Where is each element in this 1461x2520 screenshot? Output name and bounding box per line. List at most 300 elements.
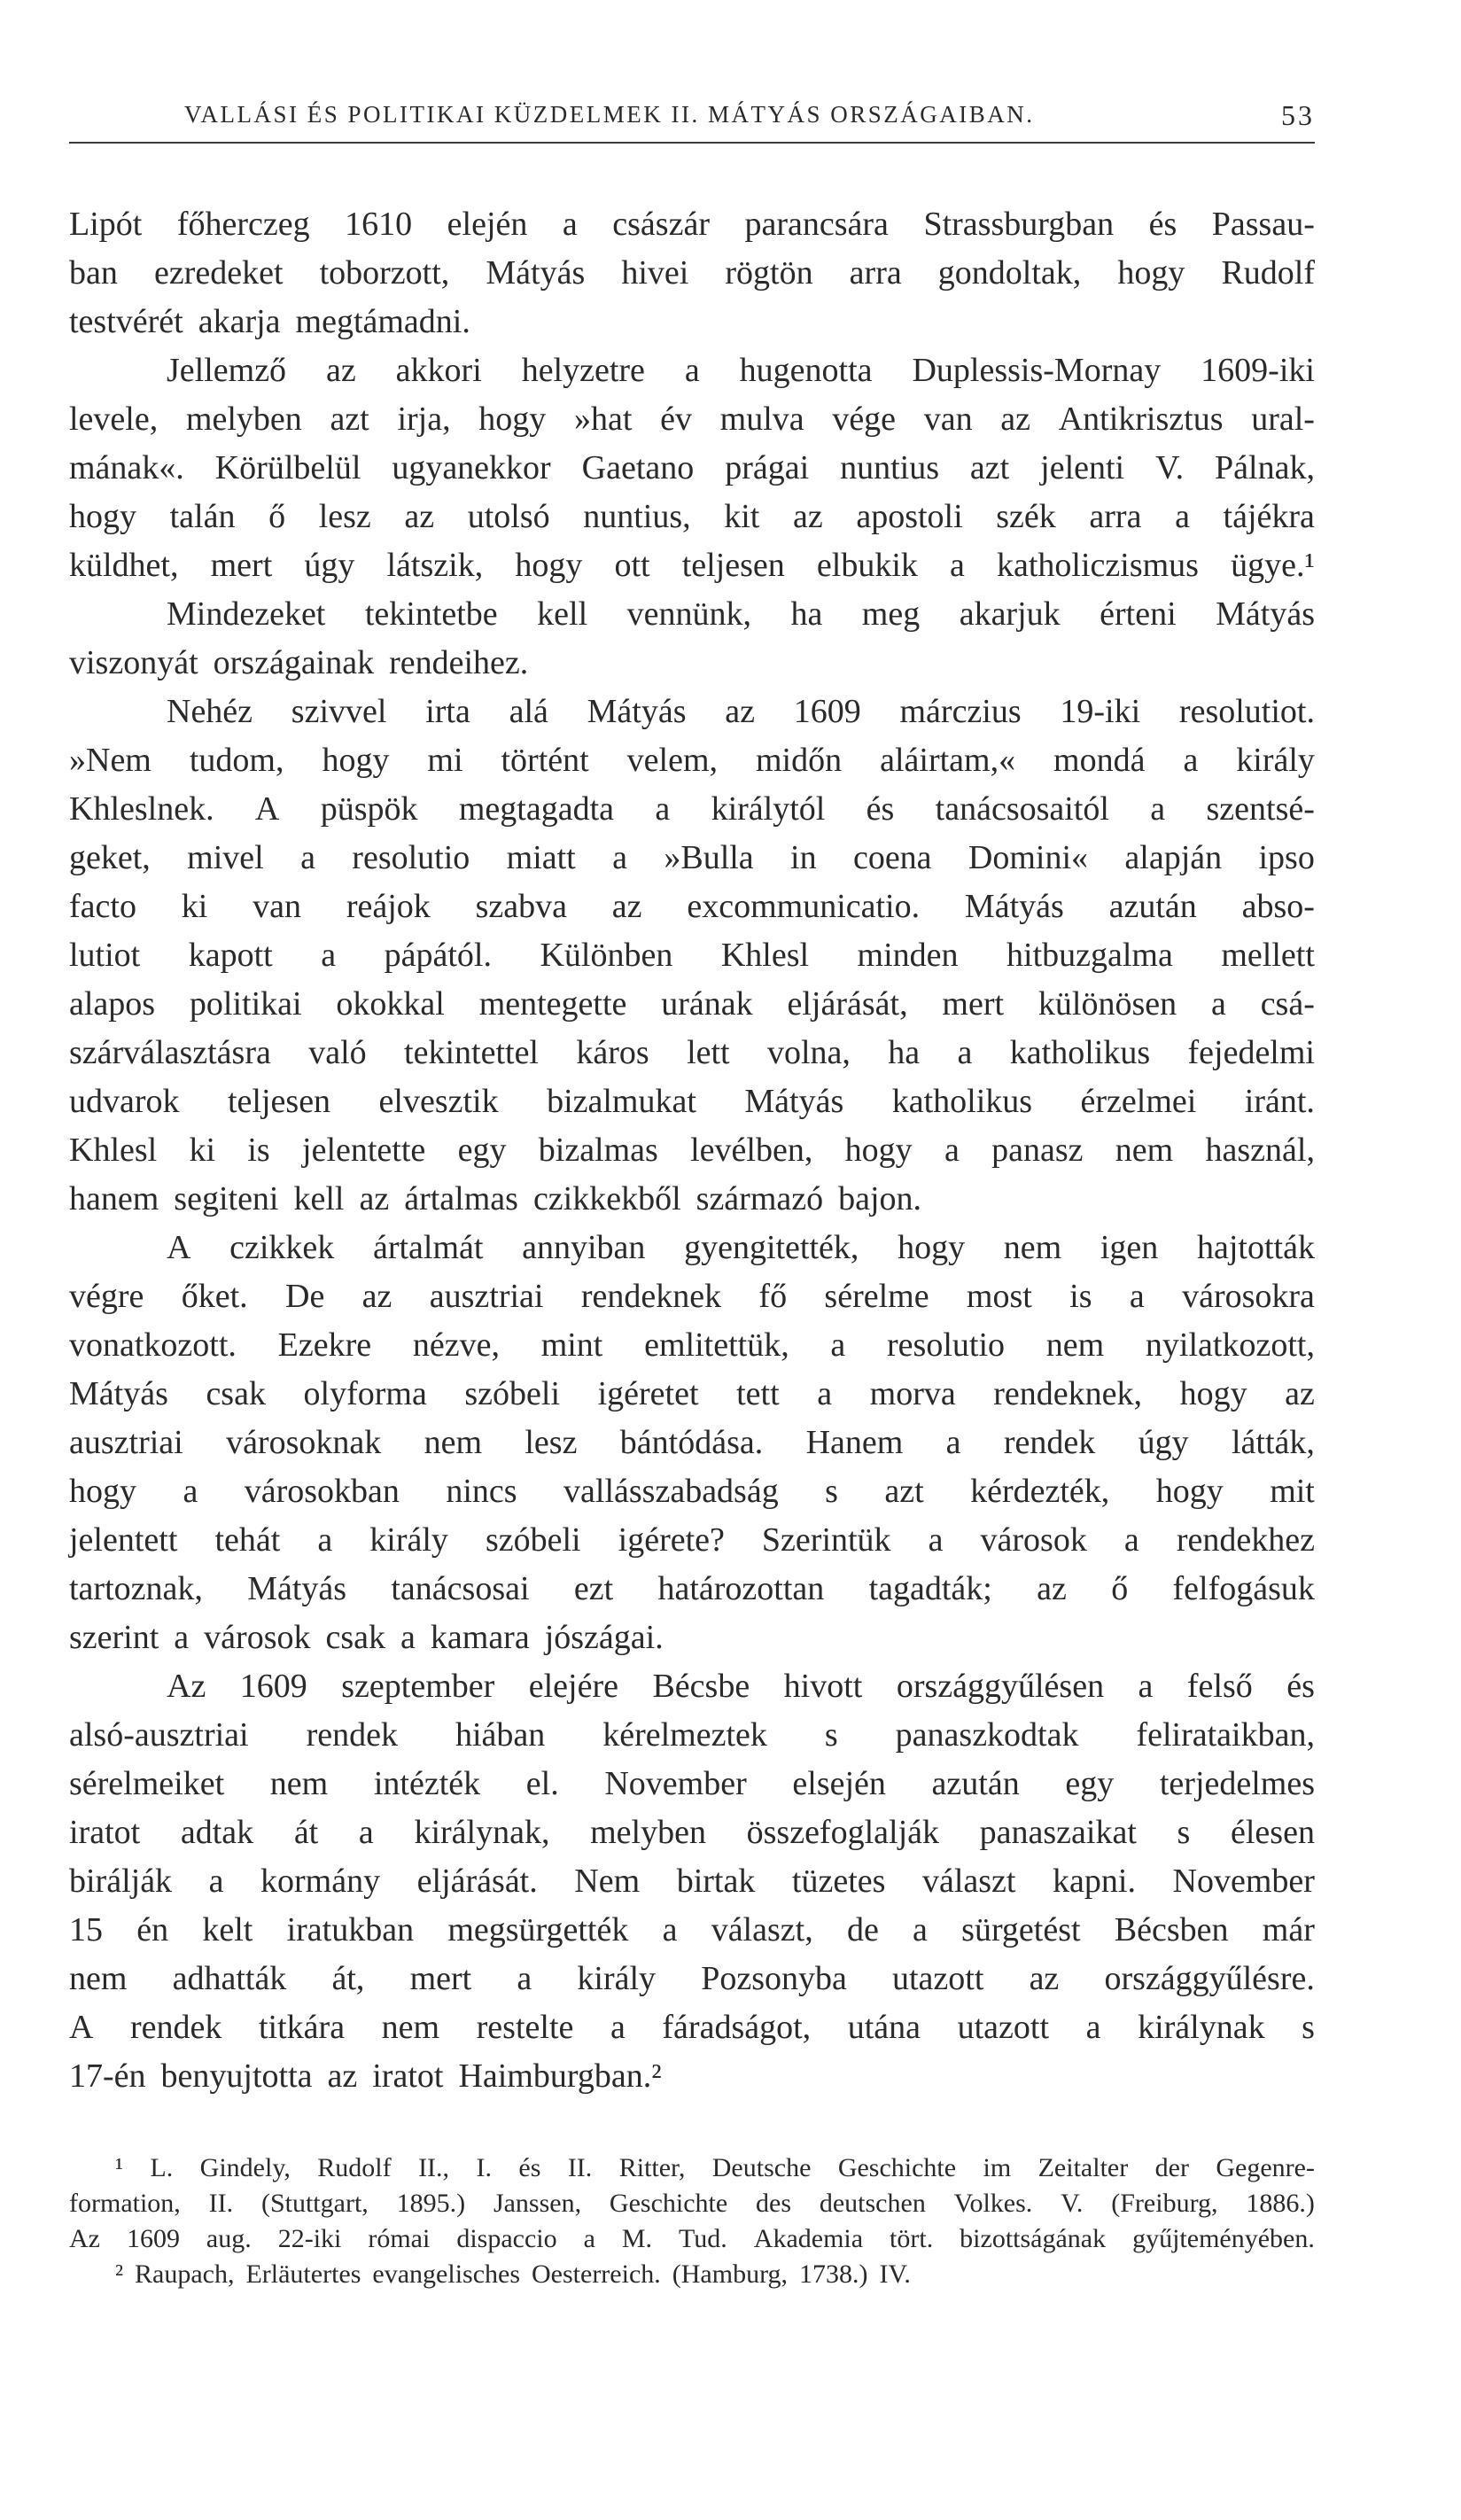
word: tartoznak, bbox=[69, 1570, 203, 1607]
word: nuntius bbox=[840, 449, 939, 486]
word: 1609 bbox=[126, 2224, 180, 2253]
text-line bbox=[69, 2003, 1315, 2052]
word: a bbox=[358, 1814, 374, 1851]
word: királytól bbox=[711, 790, 826, 828]
word: hajtották bbox=[1196, 1229, 1315, 1266]
word: 1609 bbox=[793, 693, 861, 730]
word: küldhet, bbox=[69, 547, 179, 584]
word: használ, bbox=[1205, 1132, 1315, 1169]
text-line bbox=[69, 1077, 1315, 1126]
word: M. bbox=[621, 2224, 653, 2253]
word: szeptember bbox=[341, 1668, 495, 1705]
word: utána bbox=[847, 2009, 921, 2046]
word: lesz bbox=[318, 498, 371, 535]
word: a bbox=[684, 352, 700, 389]
word: panasz bbox=[991, 1132, 1084, 1169]
word: ha bbox=[790, 595, 823, 633]
word: gyűjteményében. bbox=[1132, 2224, 1315, 2253]
word: látták, bbox=[1231, 1424, 1315, 1461]
word: vallásszabadság bbox=[563, 1473, 779, 1510]
word: 22-iki bbox=[277, 2224, 342, 2253]
word: az bbox=[1285, 1375, 1315, 1412]
word: Mátyás bbox=[69, 1375, 168, 1412]
word: November bbox=[604, 1765, 747, 1802]
word: ügye.¹ bbox=[1231, 547, 1315, 584]
word: megtagadta bbox=[458, 790, 614, 828]
word: felfogásuk bbox=[1172, 1570, 1315, 1607]
word: levele, bbox=[69, 401, 159, 438]
word: kit bbox=[724, 498, 760, 535]
word: hogy bbox=[322, 742, 390, 779]
word: arra bbox=[849, 254, 902, 292]
word: mivel bbox=[187, 839, 264, 876]
word: Pálnak, bbox=[1215, 449, 1315, 486]
word: 1886.) bbox=[1246, 2189, 1315, 2218]
word: a bbox=[1183, 742, 1199, 779]
word: levélben, bbox=[690, 1132, 813, 1169]
word: tanácsosai bbox=[391, 1570, 530, 1607]
word: hogy bbox=[1179, 1375, 1247, 1412]
word: vége bbox=[832, 401, 897, 438]
word: teljesen bbox=[681, 547, 785, 584]
word: szerint bbox=[69, 1619, 159, 1656]
word: azután bbox=[1108, 888, 1197, 925]
word: és bbox=[518, 2153, 541, 2182]
word: evangelisches bbox=[372, 2259, 521, 2289]
word: parancsára bbox=[744, 206, 889, 243]
word: okokkal bbox=[336, 985, 445, 1023]
word: fő bbox=[758, 1278, 788, 1315]
word: iránt. bbox=[1244, 1083, 1315, 1120]
word: Nem bbox=[574, 1863, 641, 1900]
word: király bbox=[577, 1960, 657, 1997]
word: Mátyás bbox=[1216, 595, 1315, 633]
word: akkori bbox=[395, 352, 482, 389]
word: Mátyás bbox=[486, 254, 586, 292]
word: a bbox=[655, 790, 671, 828]
word: 19-iki bbox=[1060, 693, 1141, 730]
text-line bbox=[69, 346, 1315, 395]
word: alapos bbox=[69, 985, 156, 1023]
word: minden bbox=[857, 937, 959, 974]
word: hanem bbox=[69, 1180, 159, 1217]
word: midőn bbox=[756, 742, 843, 779]
word: resolutio bbox=[887, 1326, 1006, 1364]
word: elejére bbox=[528, 1668, 618, 1705]
word: IV. bbox=[879, 2259, 911, 2289]
word: a bbox=[1085, 2009, 1101, 2046]
word: elsején bbox=[792, 1765, 886, 1802]
word: ezt bbox=[573, 1570, 614, 1607]
word: választ bbox=[921, 1863, 1016, 1900]
word: Mátyás bbox=[964, 888, 1064, 925]
word: szentsé- bbox=[1206, 790, 1315, 828]
running-title: VALLÁSI ÉS POLITIKAI KÜZDELMEK II. MÁTYÁS ORSZÁGAIBAN. bbox=[184, 101, 1035, 128]
word: A bbox=[254, 790, 280, 828]
text-line bbox=[69, 834, 1315, 883]
word: kapott bbox=[188, 937, 273, 974]
text-line bbox=[69, 1711, 1315, 1760]
text-line bbox=[69, 249, 1315, 298]
word: ha bbox=[888, 1034, 921, 1071]
word: katholikus bbox=[891, 1083, 1033, 1120]
text-line bbox=[69, 590, 1315, 639]
word: az bbox=[1029, 1960, 1060, 1997]
word: fáradságot, bbox=[662, 2009, 812, 2046]
word: Erläutertes bbox=[245, 2259, 361, 2289]
word: szabva bbox=[475, 888, 567, 925]
word: utolsó bbox=[467, 498, 550, 535]
word: ¹ bbox=[115, 2153, 123, 2182]
word: őket. bbox=[181, 1278, 248, 1315]
text-line bbox=[69, 736, 1315, 785]
word: gondoltak, bbox=[937, 254, 1082, 292]
text-line bbox=[69, 980, 1315, 1029]
running-header bbox=[69, 99, 1315, 144]
footnote-line bbox=[69, 2151, 1315, 2186]
word: a bbox=[612, 839, 627, 876]
word: November bbox=[1172, 1863, 1315, 1900]
word: Körülbelül bbox=[214, 449, 361, 486]
word: nézve, bbox=[412, 1326, 500, 1364]
word: hiában bbox=[455, 1716, 546, 1754]
word: a bbox=[1123, 1521, 1139, 1559]
word: resolutio bbox=[352, 839, 470, 876]
word: hitbuzgalma bbox=[1006, 937, 1173, 974]
word: királynak bbox=[1138, 2009, 1265, 2046]
text-line bbox=[69, 639, 1315, 688]
word: a bbox=[830, 1326, 846, 1364]
body-text bbox=[69, 200, 1315, 2101]
word: testvérét bbox=[69, 303, 183, 340]
word: a bbox=[1175, 498, 1190, 535]
word: dispaccio bbox=[456, 2224, 557, 2253]
word: 1610 bbox=[345, 206, 413, 243]
word: ugyanekkor bbox=[392, 449, 551, 486]
text-line bbox=[69, 444, 1315, 493]
word: nem bbox=[1003, 1229, 1062, 1266]
word: tekintetbe bbox=[364, 595, 498, 633]
word: történt bbox=[501, 742, 589, 779]
word: panaszkodtak bbox=[895, 1716, 1079, 1754]
word: ő bbox=[268, 498, 286, 535]
word: nincs bbox=[446, 1473, 517, 1510]
word: hogy bbox=[898, 1229, 966, 1266]
word: elbukik bbox=[816, 547, 918, 584]
word: király bbox=[369, 1521, 448, 1559]
word: mi bbox=[427, 742, 463, 779]
word: »Bulla bbox=[664, 839, 754, 876]
word: jelenti bbox=[1040, 449, 1125, 486]
text-line bbox=[69, 1467, 1315, 1516]
word: tüzetes bbox=[791, 1863, 886, 1900]
word: »Nem bbox=[69, 742, 152, 779]
word: jelentett bbox=[69, 1521, 178, 1559]
word: restelte bbox=[476, 2009, 574, 2046]
word: a bbox=[317, 1521, 333, 1559]
word: összefoglalják bbox=[746, 1814, 939, 1851]
word: az bbox=[611, 888, 642, 925]
word: talán bbox=[169, 498, 236, 535]
word: olyforma bbox=[303, 1375, 427, 1412]
word: nem bbox=[381, 2009, 440, 2046]
word: mert bbox=[942, 985, 1005, 1023]
word: a bbox=[300, 839, 315, 876]
word: V. bbox=[1155, 449, 1185, 486]
word: elején bbox=[447, 206, 528, 243]
word: tagadták; bbox=[868, 1570, 992, 1607]
word: tehát bbox=[214, 1521, 281, 1559]
word: (Freiburg, bbox=[1111, 2189, 1218, 2218]
word: szék bbox=[996, 498, 1056, 535]
word: városok bbox=[204, 1619, 311, 1656]
word: a bbox=[517, 1960, 532, 1997]
word: márczius bbox=[899, 693, 1022, 730]
word: Hanem bbox=[805, 1424, 904, 1461]
word: irja, bbox=[397, 401, 451, 438]
word: tekintettel bbox=[404, 1034, 539, 1071]
word: Volkes. bbox=[953, 2189, 1033, 2218]
word: a bbox=[1129, 1278, 1145, 1315]
word: végre bbox=[69, 1278, 144, 1315]
word: a bbox=[944, 1132, 960, 1169]
word: és bbox=[1286, 1668, 1315, 1705]
word: az bbox=[327, 2057, 358, 2095]
word: az bbox=[404, 498, 435, 535]
word: van bbox=[253, 888, 302, 925]
word: Gindely, bbox=[199, 2153, 291, 2182]
word: a bbox=[1210, 985, 1226, 1023]
word: római bbox=[368, 2224, 431, 2253]
word: felirataikban, bbox=[1136, 1716, 1315, 1754]
word: lutiot bbox=[69, 937, 141, 974]
text-line bbox=[69, 1516, 1315, 1565]
footnote-line bbox=[69, 2221, 1315, 2257]
word: mellett bbox=[1221, 937, 1315, 974]
word: Khlesl bbox=[69, 1132, 158, 1169]
text-line bbox=[69, 493, 1315, 541]
word: Pozsonyba bbox=[701, 1960, 847, 1997]
word: kérdezték, bbox=[970, 1473, 1110, 1510]
word: csá- bbox=[1260, 985, 1315, 1023]
word: Akademia bbox=[753, 2224, 864, 2253]
word: felső bbox=[1186, 1668, 1253, 1705]
word: püspök bbox=[320, 790, 418, 828]
word: Ezekre bbox=[277, 1326, 372, 1364]
word: Mindezeket bbox=[167, 595, 326, 633]
word: iratukban bbox=[286, 1911, 415, 1948]
word: a bbox=[913, 1911, 928, 1948]
word: Geschichte bbox=[609, 2189, 728, 2218]
word: De bbox=[285, 1278, 325, 1315]
word: prágai bbox=[725, 449, 810, 486]
word: a bbox=[1138, 1668, 1154, 1705]
word: hogy bbox=[844, 1132, 913, 1169]
word: bizalmas bbox=[538, 1132, 658, 1169]
word: iratot bbox=[372, 2057, 444, 2095]
word: Gaetano bbox=[581, 449, 695, 486]
word: látszik, bbox=[386, 547, 484, 584]
word: szóbeli bbox=[464, 1375, 561, 1412]
text-line bbox=[69, 1760, 1315, 1808]
word: adtak bbox=[180, 1814, 254, 1851]
word: nem bbox=[1045, 1326, 1105, 1364]
word: is bbox=[247, 1132, 270, 1169]
word: morva bbox=[869, 1375, 956, 1412]
word: tett bbox=[736, 1375, 780, 1412]
word: (Hamburg, bbox=[672, 2259, 789, 2289]
word: ott bbox=[614, 547, 650, 584]
word: in bbox=[790, 839, 817, 876]
word: hogy bbox=[69, 1473, 136, 1510]
word: Khleslnek. bbox=[69, 790, 214, 828]
word: ural- bbox=[1251, 401, 1315, 438]
word: ki bbox=[189, 1132, 216, 1169]
word: sérelmeiket bbox=[69, 1765, 225, 1802]
word: vennünk, bbox=[626, 595, 751, 633]
word: kell bbox=[537, 595, 588, 633]
word: volna, bbox=[766, 1034, 851, 1071]
word: van bbox=[923, 401, 973, 438]
text-line bbox=[69, 1419, 1315, 1467]
page-number: 53 bbox=[1281, 99, 1315, 131]
text-line bbox=[69, 1955, 1315, 2003]
word: mondá bbox=[1053, 742, 1146, 779]
word: kelt bbox=[202, 1911, 253, 1948]
word: igéretet bbox=[597, 1375, 699, 1412]
word: városokra bbox=[1182, 1278, 1315, 1315]
word: geket, bbox=[69, 839, 151, 876]
word: s bbox=[824, 1716, 838, 1754]
word: lett bbox=[687, 1034, 730, 1071]
word: mentegette bbox=[478, 985, 627, 1023]
word: velem, bbox=[626, 742, 719, 779]
word: rendeknek, bbox=[993, 1375, 1143, 1412]
word: a bbox=[1150, 790, 1166, 828]
word: ausztriai bbox=[69, 1424, 183, 1461]
word: irta bbox=[425, 693, 470, 730]
text-line bbox=[69, 1175, 1315, 1224]
word: toborzott, bbox=[319, 254, 450, 292]
word: iratot bbox=[69, 1814, 141, 1851]
word: katholiczismus bbox=[997, 547, 1199, 584]
word: pápától. bbox=[384, 937, 492, 974]
text-line bbox=[69, 1662, 1315, 1711]
word: nuntius, bbox=[583, 498, 691, 535]
word: az bbox=[361, 1278, 392, 1315]
word: resolutiot. bbox=[1178, 693, 1315, 730]
word: városokban bbox=[244, 1473, 400, 1510]
word: urának bbox=[661, 985, 753, 1023]
word: az bbox=[1037, 1570, 1067, 1607]
word: a bbox=[562, 206, 578, 243]
text-line bbox=[69, 1614, 1315, 1662]
word: megsürgették bbox=[447, 1911, 629, 1948]
word: V. bbox=[1061, 2189, 1084, 2218]
text-line bbox=[69, 1370, 1315, 1419]
word: panaszaikat bbox=[979, 1814, 1137, 1851]
word: Rudolf bbox=[1221, 254, 1315, 292]
word: mert bbox=[210, 547, 273, 584]
word: s bbox=[1177, 1814, 1191, 1851]
word: ² bbox=[115, 2259, 123, 2289]
word: nem bbox=[1115, 1132, 1174, 1169]
word: II., bbox=[418, 2153, 450, 2182]
text-line bbox=[69, 1272, 1315, 1321]
word: azt bbox=[884, 1473, 924, 1510]
word: kapni. bbox=[1053, 1863, 1136, 1900]
word: coena bbox=[852, 839, 932, 876]
word: terjedelmes bbox=[1159, 1765, 1315, 1802]
word: a bbox=[321, 937, 337, 974]
word: el. bbox=[525, 1765, 559, 1802]
word: aláirtam,« bbox=[880, 742, 1016, 779]
word: a bbox=[950, 547, 965, 584]
word: abso- bbox=[1241, 888, 1315, 925]
word: 1738.) bbox=[799, 2259, 868, 2289]
word: A bbox=[167, 1229, 191, 1266]
text-line bbox=[69, 1565, 1315, 1614]
word: ezredeket bbox=[153, 254, 284, 292]
word: a bbox=[183, 1473, 198, 1510]
word: Gegenre- bbox=[1216, 2153, 1315, 2182]
word: excommunicatio. bbox=[687, 888, 921, 925]
word: birálják bbox=[69, 1863, 173, 1900]
word: Antikrisztus bbox=[1058, 401, 1224, 438]
word: ártalmát bbox=[372, 1229, 484, 1266]
word: rendeknek bbox=[580, 1278, 722, 1315]
word: Szerintük bbox=[761, 1521, 891, 1559]
word: királynak, bbox=[414, 1814, 550, 1851]
word: azután bbox=[931, 1765, 1020, 1802]
word: hogy bbox=[515, 547, 583, 584]
word: választ, bbox=[711, 1911, 813, 1948]
word: der bbox=[1154, 2153, 1189, 2182]
word: bizottságának bbox=[960, 2224, 1107, 2253]
word: »hat bbox=[573, 401, 633, 438]
word: most bbox=[966, 1278, 1032, 1315]
word: az bbox=[725, 693, 755, 730]
footnote-line bbox=[69, 2257, 1315, 2292]
word: a bbox=[945, 1424, 961, 1461]
word: hugenotta bbox=[739, 352, 873, 389]
word: vonatkozott. bbox=[69, 1326, 237, 1364]
word: katholikus bbox=[1009, 1034, 1151, 1071]
word: deutschen bbox=[819, 2189, 926, 2218]
word: 1895.) bbox=[396, 2189, 466, 2218]
word: ő bbox=[1111, 1570, 1129, 1607]
word: hivott bbox=[783, 1668, 863, 1705]
word: rendeihez. bbox=[389, 644, 529, 681]
word: már bbox=[1262, 1911, 1315, 1948]
word: II. bbox=[567, 2153, 593, 2182]
word: annyiban bbox=[522, 1229, 646, 1266]
word: az bbox=[326, 352, 356, 389]
word: utazott bbox=[892, 1960, 984, 1997]
word: főherczeg bbox=[176, 206, 310, 243]
word: az bbox=[1000, 401, 1031, 438]
word: segiteni bbox=[174, 1180, 279, 1217]
text-line bbox=[69, 395, 1315, 444]
word: helyzetre bbox=[521, 352, 645, 389]
word: nem bbox=[424, 1424, 483, 1461]
word: akarja bbox=[198, 303, 281, 340]
word: hogy bbox=[1117, 254, 1185, 292]
text-line bbox=[69, 2052, 1315, 2101]
word: rendek bbox=[130, 2009, 222, 2046]
word: jelentette bbox=[302, 1132, 426, 1169]
word: a bbox=[583, 2224, 595, 2253]
